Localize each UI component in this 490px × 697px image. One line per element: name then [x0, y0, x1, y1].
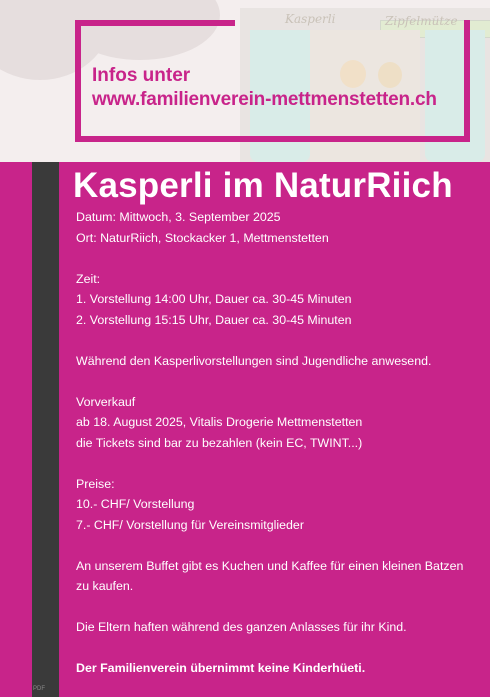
childcare-note: Der Familienverein übernimmt keine Kinderhüeti.: [76, 661, 366, 675]
event-date: Datum: Mittwoch, 3. September 2025: [76, 210, 281, 224]
booth-sign-text: Kasperli: [285, 12, 336, 26]
show-2: 2. Vorstellung 15:15 Uhr, Dauer ca. 30-45 Minuten: [76, 312, 352, 327]
show-1: 1. Vorstellung 14:00 Uhr, Dauer ca. 30-45 Minuten: [76, 292, 352, 306]
flyer-body: [76, 207, 476, 679]
info-box: [92, 64, 437, 112]
decorative-bar: [32, 162, 59, 697]
booth-sign-text: Zipfelmütze: [385, 14, 458, 28]
price-2: 7.- CHF/ Vorstellung für Vereinsmitglieder: [76, 517, 304, 532]
info-label: Infos unter: [92, 65, 191, 86]
pdf-mark: PDF: [33, 686, 45, 692]
price-1: 10.- CHF/ Vorstellung: [76, 497, 195, 511]
page-title: Kasperli im NaturRiich: [73, 166, 453, 205]
youth-note: Während den Kasperlivorstellungen sind Jugendliche anwesend.: [76, 353, 432, 368]
presale-line: ab 18. August 2025, Vitalis Drogerie Mettmenstetten: [76, 415, 363, 429]
header-photo: [0, 0, 490, 162]
presale-heading: Vorverkauf: [76, 394, 136, 409]
liability-note: Die Eltern haften während des ganzen Anlasses für ihr Kind.: [76, 620, 407, 634]
payment-note: die Tickets sind bar zu bezahlen (kein EC, TWINT...): [76, 435, 363, 450]
event-place: Ort: NaturRiich, Stockacker 1, Mettmenstetten: [76, 230, 329, 245]
website-link[interactable]: www.familienverein-mettmenstetten.ch: [92, 89, 437, 110]
buffet-note: An unserem Buffet gibt es Kuchen und Kaffee für einen kleinen Batzen zu kaufen.: [76, 558, 464, 593]
time-heading: Zeit:: [76, 271, 101, 286]
prices-heading: Preise:: [76, 476, 115, 491]
